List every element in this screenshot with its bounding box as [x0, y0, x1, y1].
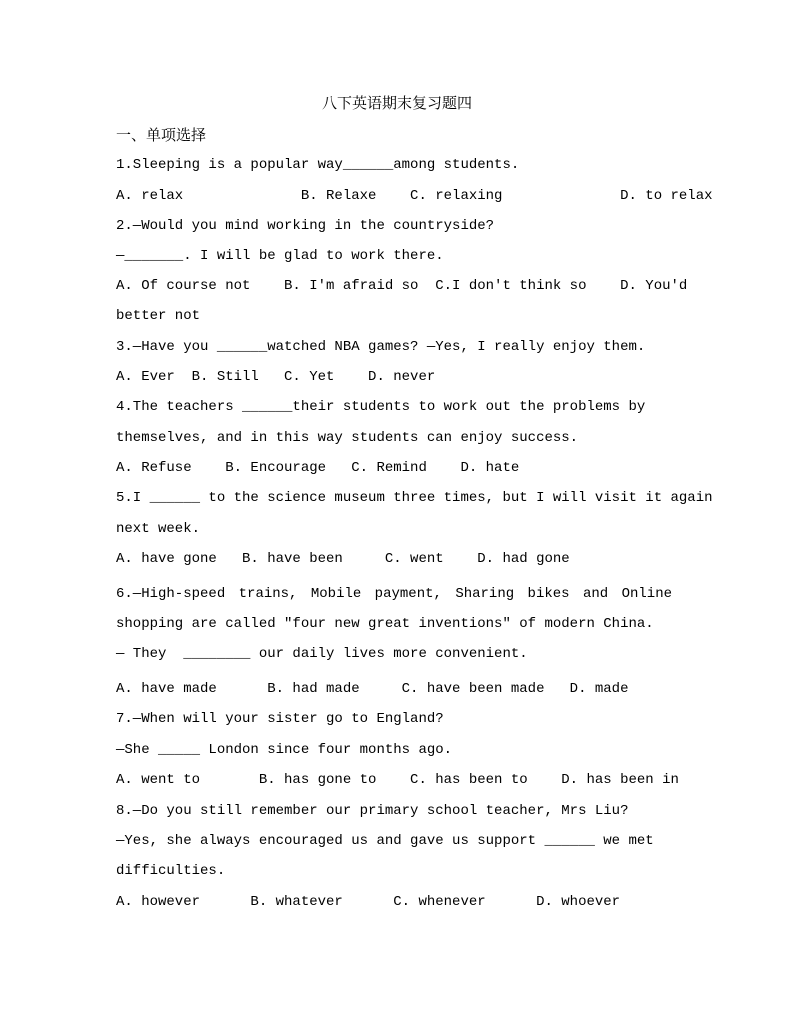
question-8-stem: difficulties. — [116, 863, 226, 879]
question-8-options: A. however B. whatever C. whenever D. whoever — [116, 894, 621, 910]
question-7-options: A. went to B. has gone to C. has been to D. has been in — [116, 772, 679, 788]
question-6-options: A. have made B. had made C. have been made D. made — [116, 681, 629, 697]
section-heading: 一、单项选择 — [116, 126, 207, 144]
question-2-options: better not — [116, 308, 201, 324]
question-3-options: A. Ever B. Still C. Yet D. never — [116, 369, 436, 385]
question-2-stem: 2.—Would you mind working in the countryside? — [116, 218, 495, 234]
question-6-stem: — They ________ our daily lives more convenient. — [116, 646, 528, 662]
page-title: 八下英语期末复习题四 — [321, 94, 472, 112]
question-4-stem: 4.The teachers ______their students to work out the problems by — [116, 399, 646, 415]
question-5-options: A. have gone B. have been C. went D. had gone — [116, 551, 570, 567]
question-5-stem: next week. — [116, 521, 201, 537]
question-2-stem: —_______. I will be glad to work there. — [116, 248, 444, 264]
question-3-stem: 3.—Have you ______watched NBA games? —Yes, I really enjoy them. — [116, 339, 646, 355]
question-1-stem: 1.Sleeping is a popular way______among students. — [116, 157, 520, 173]
question-2-options: A. Of course not B. I'm afraid so C.I don't think so D. You'd — [116, 278, 688, 294]
question-7-stem: —She _____ London since four months ago. — [116, 742, 453, 758]
question-8-stem: —Yes, she always encouraged us and gave us support ______ we met — [116, 833, 654, 849]
question-7-stem: 7.—When will your sister go to England? — [116, 711, 444, 727]
question-4-stem: themselves, and in this way students can enjoy success. — [116, 430, 579, 446]
question-1-options: A. relax B. Relaxe C. relaxing D. to relax — [116, 188, 713, 204]
question-5-stem: 5.I ______ to the science museum three times, but I will visit it again — [116, 490, 713, 506]
question-6-stem: shopping are called "four new great inventions" of modern China. — [116, 616, 654, 632]
question-6-stem: 6.—High-speed trains, Mobile payment, Sharing bikes and Online — [116, 586, 672, 602]
question-8-stem: 8.—Do you still remember our primary school teacher, Mrs Liu? — [116, 803, 629, 819]
question-4-options: A. Refuse B. Encourage C. Remind D. hate — [116, 460, 520, 476]
